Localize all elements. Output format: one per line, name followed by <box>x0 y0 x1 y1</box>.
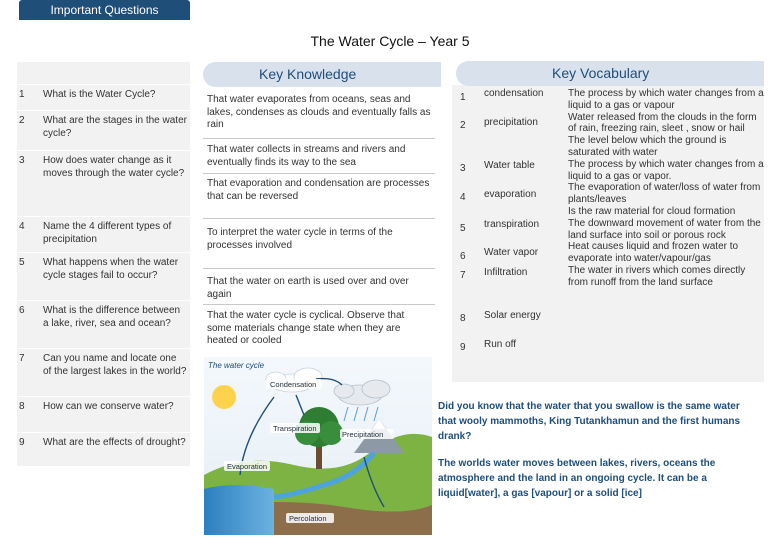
vocabulary-definitions <box>568 88 764 289</box>
vocab-number: 6 <box>460 251 466 262</box>
label-percolation: Percolation <box>289 514 327 523</box>
question-row <box>17 348 190 396</box>
divider <box>203 304 435 305</box>
question-row <box>17 396 190 432</box>
vocab-number: 5 <box>460 223 466 234</box>
page-title: The Water Cycle – Year 5 <box>310 33 470 49</box>
knowledge-item: To interpret the water cycle in terms of the processes involved <box>207 227 393 251</box>
vocab-definition: The downward movement of water from the land surface into soil or porous rock <box>568 217 761 241</box>
important-questions-panel <box>17 62 190 466</box>
question-text: What is the difference between a lake, river, sea and ocean? <box>43 305 181 329</box>
label-evaporation: Evaporation <box>227 462 268 471</box>
question-text: What are the effects of drought? <box>43 437 186 448</box>
vocab-term: precipitation <box>484 117 538 128</box>
question-number: 4 <box>19 221 25 232</box>
vocab-definition: The process by which water changes from a liquid to a gas or vapor. <box>568 158 764 182</box>
question-row <box>17 300 190 348</box>
vocab-definition: The process by which water changes from a liquid to a gas or vapour <box>568 88 764 111</box>
vocab-number: 4 <box>460 192 466 203</box>
question-number: 9 <box>19 437 25 448</box>
sun-icon <box>212 385 236 409</box>
vocab-definition: Heat causes liquid and frozen water to evaporate into water/vapour/gas <box>568 241 739 265</box>
vocab-number: 1 <box>460 92 466 103</box>
vocab-definition: Water released from the clouds in the form of rain, freezing rain, sleet , snow or hail <box>568 111 757 135</box>
question-number: 1 <box>19 89 25 100</box>
knowledge-item: That water collects in streams and rivers and eventually finds its way to the sea <box>207 144 406 168</box>
diagram-title: The water cycle <box>208 361 265 370</box>
water-cycle-diagram <box>204 357 432 535</box>
label-transpiration: Transpiration <box>273 424 317 433</box>
vocab-definition: Is the raw material for cloud formation <box>568 205 736 217</box>
vocab-definition: The evaporation of water/loss of water from plants/leaves <box>568 182 761 206</box>
divider <box>203 138 435 139</box>
vocab-term: Water vapor <box>484 247 539 258</box>
question-number: 8 <box>19 401 25 412</box>
key-knowledge-heading: Key Knowledge <box>203 62 441 87</box>
water-cycle-fact: The worlds water moves between lakes, rivers, oceans the atmosphere and the land in an ongoing cycle. It can be a liquid[water], a gas [vapour] or a solid [ice] <box>438 458 716 499</box>
key-vocabulary-heading: Key Vocabulary <box>456 61 764 86</box>
vocab-number: 9 <box>460 342 466 353</box>
vocab-definition: The level below which the ground is saturated with water <box>568 135 727 158</box>
vocab-term: Infiltration <box>484 267 528 278</box>
question-row <box>17 252 190 300</box>
vocab-term: Water table <box>484 160 535 171</box>
question-number: 5 <box>19 257 25 268</box>
label-precipitation: Precipitation <box>342 430 384 439</box>
vocab-number: 7 <box>460 270 466 281</box>
divider <box>203 173 435 174</box>
vocab-term: Run off <box>484 339 517 350</box>
question-number: 7 <box>19 353 25 364</box>
question-number: 2 <box>19 115 25 126</box>
question-text: What are the stages in the water cycle? <box>43 115 187 139</box>
question-text: How can we conserve water? <box>43 401 174 412</box>
question-text: What happens when the water cycle stages fail to occur? <box>43 257 179 281</box>
knowledge-item: That the water on earth is used over and over again <box>207 276 409 300</box>
divider <box>203 218 435 219</box>
label-condensation: Condensation <box>270 380 317 389</box>
knowledge-item: That the water cycle is cyclical. Observe that some materials change state when they are heated or cooled <box>207 310 405 346</box>
question-text: How does water change as it moves through the water cycle? <box>43 155 185 179</box>
question-row <box>17 432 190 466</box>
question-row <box>17 216 190 252</box>
divider <box>203 268 435 269</box>
knowledge-item: That evaporation and condensation are processes that can be reversed <box>207 178 430 202</box>
vocab-term: condensation <box>484 88 544 99</box>
vocab-term: evaporation <box>484 189 537 200</box>
vocab-term: Solar energy <box>484 310 541 321</box>
vocab-number: 3 <box>460 163 466 174</box>
question-text: Name the 4 different types of precipitation <box>43 221 172 245</box>
vocab-number: 2 <box>460 120 466 131</box>
question-text: Can you name and locate one of the largest lakes in the world? <box>43 353 187 377</box>
question-row <box>17 84 190 110</box>
vocab-number: 8 <box>460 313 466 324</box>
question-row <box>17 150 190 216</box>
important-questions-heading: Important Questions <box>19 0 190 20</box>
vocab-definition: The water in rivers which comes directly from runoff from the land surface <box>568 264 746 288</box>
water-cycle-illustration <box>204 357 432 535</box>
question-row <box>17 110 190 150</box>
sea-shape <box>204 485 274 535</box>
question-text: What is the Water Cycle? <box>43 89 156 100</box>
question-number: 6 <box>19 305 25 316</box>
vocab-term: transpiration <box>484 219 540 230</box>
knowledge-item: That water evaporates from oceans, seas and lakes, condenses as clouds and eventually falls as rain <box>207 94 431 130</box>
question-number: 3 <box>19 155 25 166</box>
did-you-know-fact: Did you know that the water that you swallow is the same water that wooly mammoths, King Tutankhamun and the first humans drank? <box>438 401 741 442</box>
